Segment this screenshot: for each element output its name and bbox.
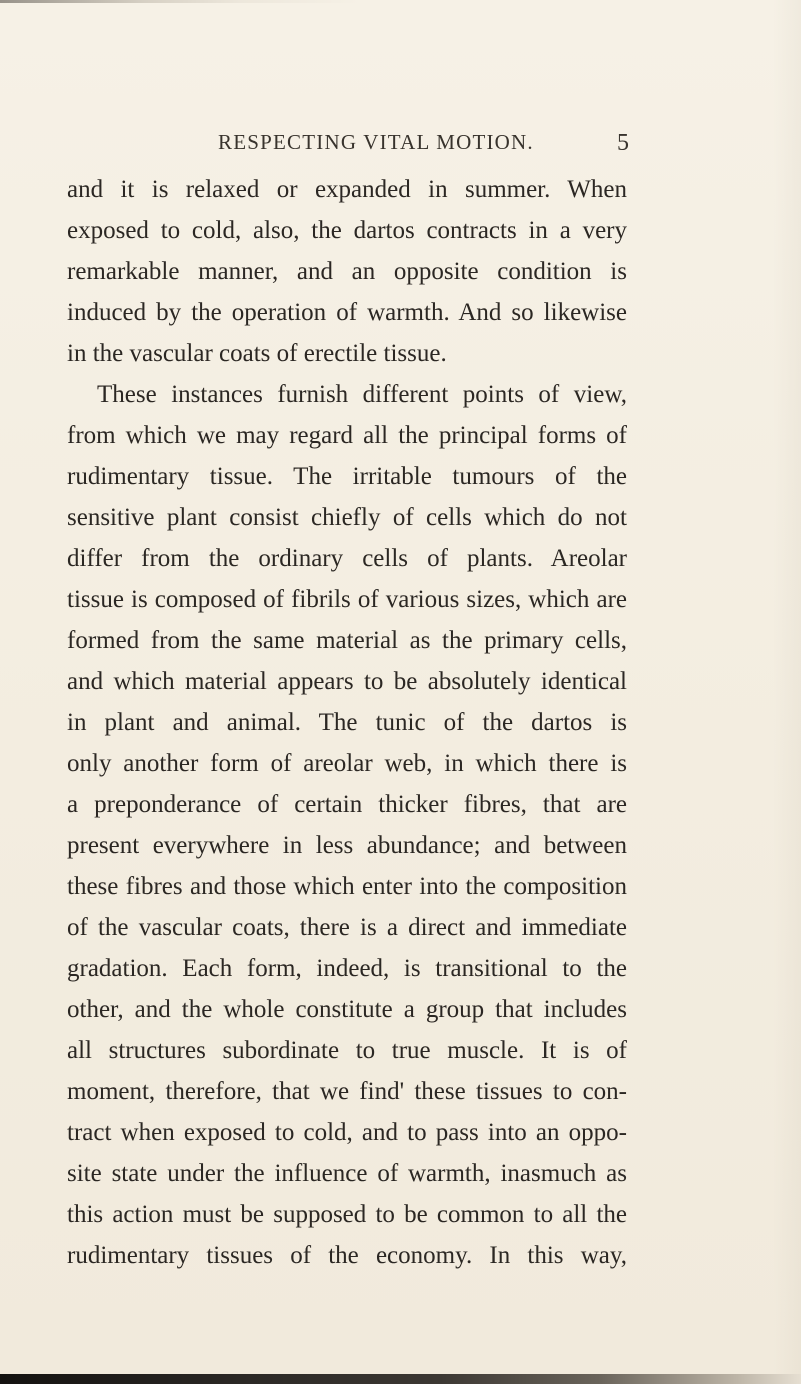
text-line: all structures subordinate to true muscle. It is of xyxy=(67,1037,627,1064)
text-line: from which we may regard all the principal forms of xyxy=(67,422,627,449)
text-line: gradation. Each form, indeed, is transitional to the xyxy=(67,955,627,982)
text-line: in the vascular coats of erectile tissue. xyxy=(67,340,447,367)
text-line: induced by the operation of warmth. And so likewise xyxy=(67,299,627,326)
running-head xyxy=(0,130,801,164)
page-number: 5 xyxy=(617,130,629,156)
text-line: other, and the whole constitute a group that includes xyxy=(67,996,627,1023)
text-line: These instances furnish different points of view, xyxy=(97,381,627,408)
page-top-edge xyxy=(0,0,801,3)
page-right-shade xyxy=(773,0,801,1384)
text-line: exposed to cold, also, the dartos contracts in a very xyxy=(67,217,627,244)
body-text xyxy=(67,169,627,1276)
text-line: in plant and animal. The tunic of the dartos is xyxy=(67,709,627,736)
text-line: differ from the ordinary cells of plants. Areolar xyxy=(67,545,627,572)
text-line: formed from the same material as the primary cells, xyxy=(67,627,627,654)
text-line: moment, therefore, that we find' these tissues to con- xyxy=(67,1078,627,1105)
text-line: of the vascular coats, there is a direct and immediate xyxy=(67,914,627,941)
text-line: only another form of areolar web, in which there is xyxy=(67,750,627,777)
text-line: rudimentary tissues of the economy. In this way, xyxy=(67,1242,627,1269)
text-line: tract when exposed to cold, and to pass into an oppo- xyxy=(67,1119,627,1146)
text-line: rudimentary tissue. The irritable tumours of the xyxy=(67,463,627,490)
text-line: site state under the influence of warmth, inasmuch as xyxy=(67,1160,627,1187)
bottom-dark-edge xyxy=(0,1374,801,1384)
text-line: sensitive plant consist chiefly of cells which do not xyxy=(67,504,627,531)
text-line: remarkable manner, and an opposite condition is xyxy=(67,258,627,285)
text-line: tissue is composed of fibrils of various sizes, which are xyxy=(67,586,627,613)
running-head-title: RESPECTING VITAL MOTION. xyxy=(218,130,534,154)
text-line: this action must be supposed to be common to all the xyxy=(67,1201,627,1228)
text-line: these fibres and those which enter into the composition xyxy=(67,873,627,900)
text-line: a preponderance of certain thicker fibres, that are xyxy=(67,791,627,818)
text-line: present everywhere in less abundance; and between xyxy=(67,832,627,859)
text-line: and which material appears to be absolutely identical xyxy=(67,668,627,695)
text-line: and it is relaxed or expanded in summer. When xyxy=(67,176,627,203)
